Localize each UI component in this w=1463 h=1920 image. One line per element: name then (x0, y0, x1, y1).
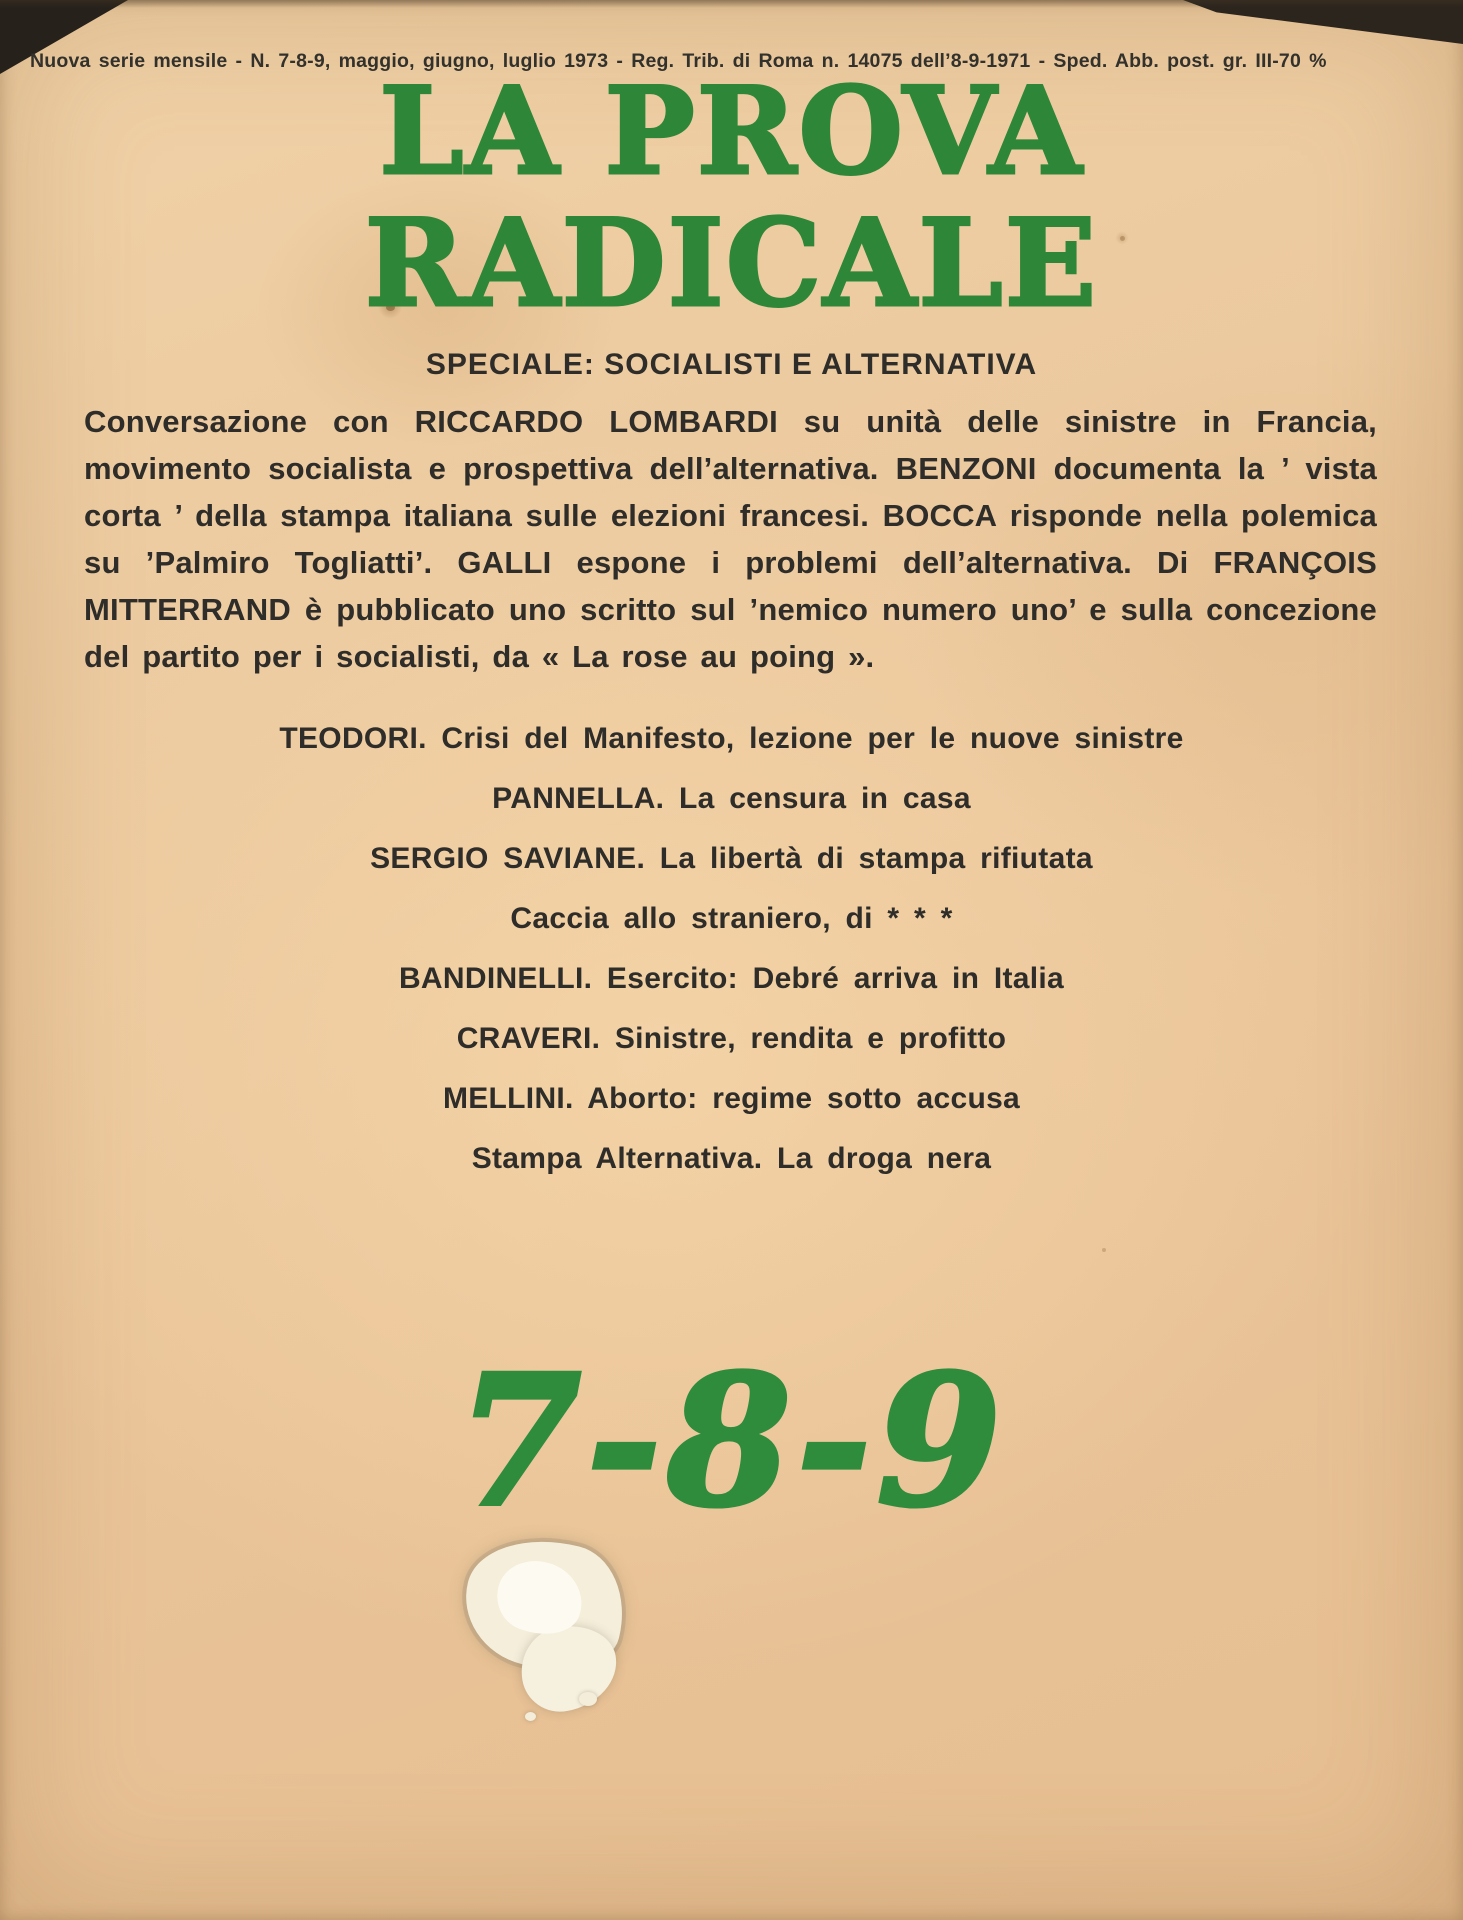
contents-item: CRAVERI. Sinistre, rendita e profitto (456, 1022, 1007, 1055)
scan-top-edge-shadow (0, 0, 1463, 8)
contents-item: PANNELLA. La censura in casa (492, 782, 971, 815)
contents-item: SERGIO SAVIANE. La libertà di stampa rifiutata (370, 842, 1093, 875)
contents-item: BANDINELLI. Esercito: Debré arriva in Italia (398, 962, 1065, 995)
paper-stain (455, 1540, 685, 1730)
age-speck (1102, 1248, 1106, 1252)
contents-item: Caccia allo straniero, di * * * (510, 902, 953, 935)
masthead-info: Nuova serie mensile - N. 7-8-9, maggio, giugno, luglio 1973 - Reg. Trib. di Roma n. 14075 dell’8-9-1971 - Sped. Abb. post. gr. III-70 % (30, 50, 1327, 72)
stain-speck (525, 1712, 536, 1721)
stain-speck (579, 1692, 597, 1706)
contents-item: TEODORI. Crisi del Manifesto, lezione per le nuove sinistre (279, 722, 1184, 755)
lead-paragraph: Conversazione con RICCARDO LOMBARDI su unità delle sinistre in Francia, movimento socialista e prospettiva dell’alternativa. BENZONI documenta la ’ vista corta ’ della stampa italiana sulle elezioni francesi. BOCCA risponde nella polemica su ’Palmiro Togliatti’. GALLI espone i problemi dell’alternativa. Di FRANÇOIS MITTERRAND è pubblicato uno scritto sul ’nemico numero uno’ e sulla concezione del partito per i socialisti, da « La rose au poing ». (84, 404, 1377, 674)
special-heading: SPECIALE: SOCIALISTI E ALTERNATIVA (425, 348, 1038, 381)
contents-item: Stampa Alternativa. La droga nera (471, 1142, 992, 1175)
contents-item: MELLINI. Aborto: regime sotto accusa (442, 1082, 1021, 1115)
magazine-title: LA PROVA RADICALE (364, 61, 1099, 334)
contents-list (0, 722, 1463, 1202)
issue-number: 7-8-9 (456, 1336, 1007, 1547)
